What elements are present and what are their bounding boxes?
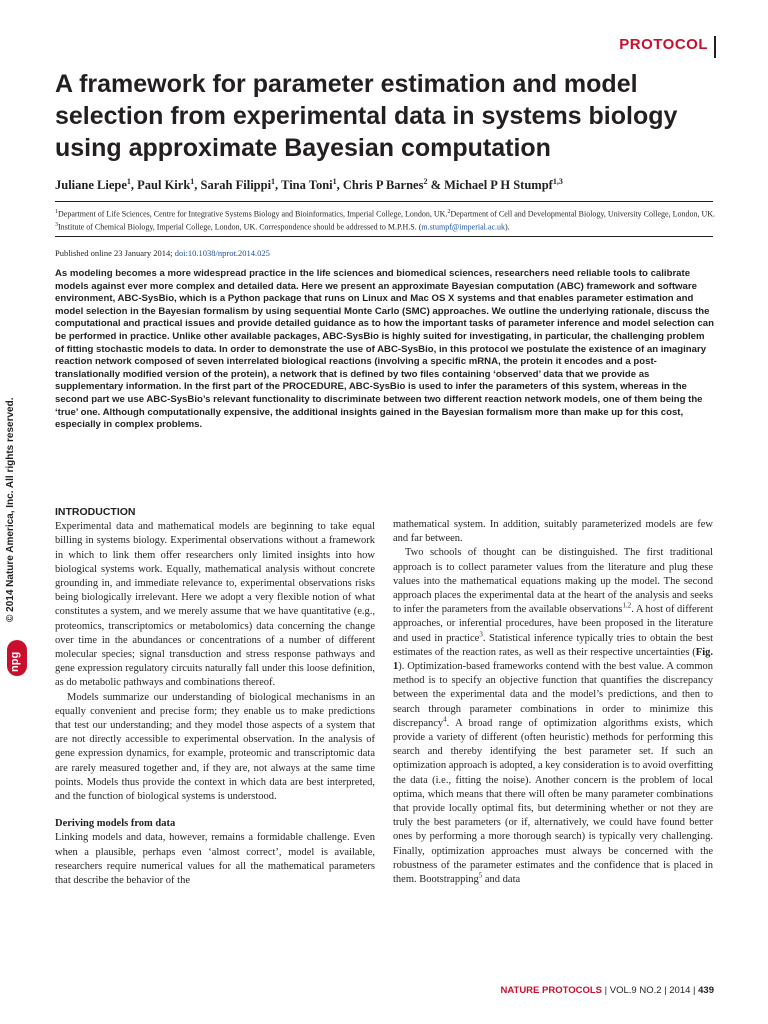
affiliation-3: Institute of Chemical Biology, Imperial College, London, UK. Correspondence should be addressed to M.P.H.S. (	[58, 222, 422, 232]
author-affiliation: 1	[126, 177, 131, 186]
affiliation-2: Department of Cell and Developmental Biology, University College, London, UK.	[450, 209, 716, 219]
text-run: . A broad range of optimization algorithms exists, which provide a variety of different (often heuristic) methods for performing this search and thereby identifying the best parameter set. If such an optimization approach is adopted, a key consideration is to avoid overfitting the data (i.e., fitting the noise). Another concern is the problem of local optima, which means that there will often be many parameter combinations that provide locally optimal fits, but determining whether or not they are truly the best parameters (or if, alternatively, we could have found better ones by performing a more thorough search) is typically very challenging. Finally, optimization approaches must always be concerned with the robustness of the parameter estimates and the confidence that is placed in them. Bootstrapping	[393, 717, 713, 886]
npg-logo	[7, 640, 27, 676]
author-name: Chris P Barnes	[342, 178, 424, 193]
author-name: Juliane Liepe	[55, 178, 127, 193]
figure-reference[interactable]: Fig. 1	[393, 646, 713, 673]
affiliation-end: ).	[505, 222, 510, 232]
subsection-heading: Deriving models from data	[55, 818, 176, 830]
text-run: Two schools of thought can be distinguished. The first traditional approach is to collect parameter values from the literature and plug these values into the mathematical equations making up the model. The second approach places the experimental data at the heart of the analysis and seeks to infer the parameters from the available observations	[393, 547, 713, 616]
reference-citation[interactable]: 4	[443, 715, 447, 724]
body-paragraph	[393, 546, 713, 887]
section-heading: INTRODUCTION	[55, 506, 136, 518]
correspondence-email-link[interactable]: m.stumpf@imperial.ac.uk	[421, 222, 505, 232]
reference-citation[interactable]: 1,2	[622, 601, 632, 610]
body-column-left	[55, 505, 375, 888]
affiliation-1: Department of Life Sciences, Centre for Integrative Systems Biology and Bioinformatics, Imperial College, London, UK.	[58, 209, 448, 219]
text-run: and data	[482, 874, 521, 886]
doi-link[interactable]: doi:10.1038/nprot.2014.025	[174, 248, 270, 258]
body-paragraph: mathematical system. In addition, suitably parameterized models are few and far between.	[393, 519, 713, 545]
text-run: ). Optimization-based frameworks contend with the best value. A common method is to specify an objective function that quantifies the discrepancy between the experimental data and the model’s predictions, and then to search through parameter combinations in order to minimize this discrepancy	[393, 661, 713, 729]
author-affiliation: 1	[332, 177, 337, 186]
author-name: Tina Toni	[281, 178, 333, 193]
header-divider	[714, 36, 716, 58]
body-column-right	[393, 518, 713, 887]
published-date: Published online 23 January 2014;	[55, 248, 175, 258]
author-list: Juliane Liepe$^1$, Paul Kirk$^1$, Sarah Filippi$^1$, Tina Toni$^1$, Chris P Barnes$^2$ & Michael P H Stumpf$^{1,3}$	[55, 177, 563, 193]
npg-logo-text: npg	[9, 651, 21, 672]
abstract: As modeling becomes a more widespread practice in the life sciences and biomedical sciences, researchers need reliable tools to calibrate models against ever more complex and detailed data. Here we present an approximate Bayesian computation (ABC) framework and software environment, ABC-SysBio, which is a Python package that runs on Linux and Mac OS X systems and that enables parameter estimation and model selection in the Bayesian formalism by using sequential Monte Carlo (SMC) approaches. We outline the underlying rationale, discuss the computational and practical issues and provide detailed guidance as to how the important tasks of parameter inference and model selection can be performed in practice. Unlike other available packages, ABC-SysBio is highly suited for investigating, in particular, the challenging problem of fitting stochastic models to data. In order to demonstrate the use of ABC-SysBio, in this protocol we postulate the existence of an imaginary reaction network composed of seven interrelated biological reactions (involving a specific mRNA, the protein it encodes and a post-translationally modified version of the protein), a network that is defined by two files containing ‘observed’ data that we provide as supplementary information. In the first part of the PROCEDURE, ABC-SysBio is used to infer the parameters of this system, whereas in the second part we use ABC-SysBio’s relevant functionality to discriminate between two different reaction network models, one of them being the ‘true’ one. Although computationally expensive, the additional insights gained in the Bayesian formalism more than make up for this cost, especially in complex problems.	[55, 268, 714, 431]
author-affiliation: 1,3	[552, 177, 563, 186]
publication-info	[55, 248, 270, 258]
affiliations	[55, 207, 715, 232]
affiliation-number: 1	[55, 209, 58, 215]
text-run: . Statistical inference typically tries to obtain the best estimates of the reaction rates, as well as their respective uncertainties (	[393, 632, 714, 658]
section-label: PROTOCOL	[619, 36, 708, 53]
author-affiliation: 1	[271, 177, 276, 186]
journal-name: NATURE PROTOCOLS	[500, 985, 603, 996]
text-run: . A host of different approaches, or inferential procedures, have been proposed in the literature and used in practice	[393, 604, 714, 644]
body-paragraph: Experimental data and mathematical models are beginning to take equal billing in systems biology. Experimental observations without a framework in which to link them offer researchers only limited insights into how biological systems work. Equally, mathematical analysis without concrete grounding in, and immediate relevance to, experimental observations risks being biologically irrelevant. Here we adopt a very flexible notion of what constitutes a system, and we merely assume that we have quantitative (e.g., proteomics, transcriptomics or metabolomics) data concerning the change over time in the abundances or concentrations of a number of different molecular species; signal transduction and stress response pathways and gene expression regulatory circuits naturally fall under this loose definition, as do metabolic pathways and combinations thereof.	[55, 521, 375, 689]
author-affiliation: 1	[190, 177, 195, 186]
body-paragraph: Linking models and data, however, remains a formidable challenge. Even when a plausible, perhaps even ‘almost correct’, model is available, researchers require numerical values for all the mathematical parameters that describe the behavior of the	[55, 832, 375, 887]
affiliation-number: 3	[55, 221, 58, 228]
body-paragraph: Models summarize our understanding of biological mechanisms in an equally convenient and precise form; they enable us to make predictions that test our understanding; and they model those aspects of a system that are not directly accessible to experimental observation. In the analysis of gene expression dynamics, for example, proteomic and transcriptomic data are rarely measured together and, if they are, not always at the same time points. Models thus provide the context in which data are best interpreted, and the function of biological systems is understood.	[55, 691, 375, 803]
affiliation-number: 2	[447, 209, 451, 215]
author-name: Michael P H Stumpf	[444, 178, 553, 193]
copyright-notice	[5, 352, 29, 622]
reference-citation[interactable]: 3	[479, 630, 483, 639]
issue-info: | VOL.9 NO.2 | 2014 |	[602, 985, 699, 996]
reference-citation[interactable]: 5	[478, 871, 483, 880]
author-name: Paul Kirk	[137, 178, 191, 193]
page-number: 439	[698, 985, 714, 996]
divider-rule	[55, 236, 713, 237]
author-affiliation: 2	[423, 177, 428, 186]
article-title: A framework for parameter estimation and model selection from experimental data in systems biology using approximate Bayesian computation	[55, 70, 678, 162]
copyright-text: © 2014 Nature America, Inc. All rights reserved.	[5, 397, 16, 622]
author-name: Sarah Filippi	[200, 178, 272, 193]
divider-rule	[55, 201, 713, 202]
page-footer	[501, 985, 715, 996]
